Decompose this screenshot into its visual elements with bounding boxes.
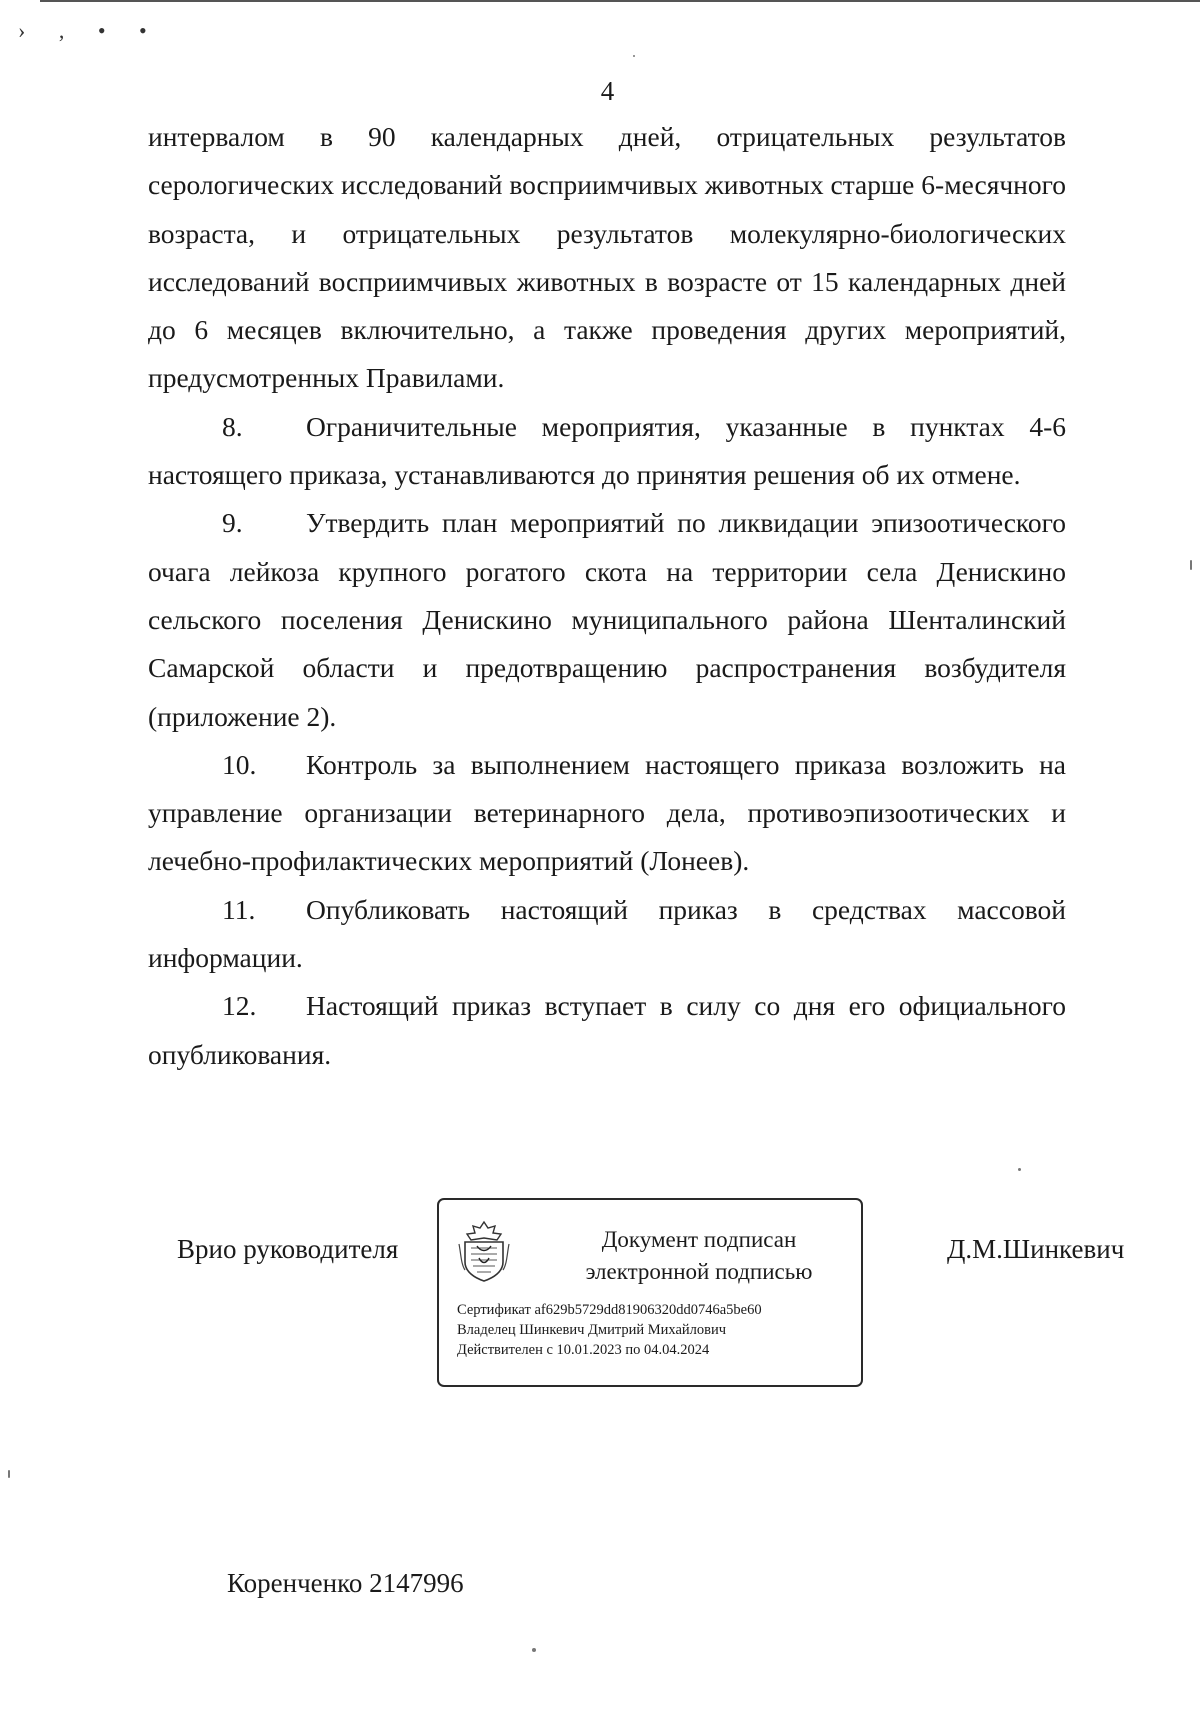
item-number: 8.: [222, 410, 243, 442]
list-item-9: [148, 499, 1066, 740]
stamp-title-line1: Документ подписан: [601, 1227, 797, 1252]
scan-speck: [1190, 560, 1192, 570]
stamp-owner: Владелец Шинкевич Дмитрий Михайлович: [457, 1322, 727, 1338]
page-number: 4: [600, 76, 615, 106]
item-number: 9.: [222, 507, 243, 539]
stamp-certificate: Сертификат af629b5729dd81906320dd0746a5be60: [457, 1302, 762, 1318]
item-text: Контроль за выполнением настоящего приказа возложить на управление организации ветеринарного дела, противоэпизоотических и лечебно-профилактических мероприятий (Лонеев).: [148, 748, 1066, 877]
document-body: [148, 113, 1066, 1079]
coat-of-arms-icon: [457, 1218, 511, 1284]
list-item-12: [148, 982, 1066, 1079]
item-number: 10.: [222, 748, 257, 780]
list-item-11: [148, 886, 1066, 983]
item-text: Утвердить план мероприятий по ликвидации эпизоотического очага лейкоза крупного рогатого скота на территории села Денискино сельского поселения Денискино муниципального района Шенталинский Самарской области и предотвращению распространения возбудителя (приложение 2).: [148, 507, 1066, 732]
item-number: 12.: [222, 990, 257, 1022]
list-item-10: [148, 741, 1066, 886]
list-item-8: [148, 403, 1066, 500]
signer-name: Д.М.Шинкевич: [947, 1234, 1125, 1264]
scan-speck: [1018, 1168, 1021, 1171]
executor-info: Коренченко 2147996: [227, 1568, 464, 1598]
scan-speck: [8, 1470, 10, 1478]
stamp-validity: Действителен с 10.01.2023 по 04.04.2024: [457, 1342, 710, 1358]
scan-speck: [532, 1648, 536, 1652]
signer-position: Врио руководителя: [177, 1234, 399, 1264]
scan-speck: [633, 55, 635, 57]
item-number: 11.: [222, 893, 256, 925]
e-signature-stamp: [437, 1198, 863, 1387]
scan-top-edge: [40, 0, 1200, 2]
item-text: Опубликовать настоящий приказ в средствах массовой информации.: [148, 893, 1066, 974]
stamp-title-line2: электронной подписью: [585, 1259, 813, 1284]
opening-paragraph: интервалом в 90 календарных дней, отрицательных результатов серологических исследований восприимчивых животных старше 6-месячного возраста, и отрицательных результатов молекулярно-биологических исследований восприимчивых животных в возрасте от 15 календарных дней до 6 месяцев включительно, а также проведения других мероприятий, предусмотренных Правилами.: [148, 121, 1066, 394]
stamp-details: [457, 1300, 857, 1360]
item-text: Настоящий приказ вступает в силу со дня его официального опубликования.: [148, 990, 1066, 1070]
scan-marks: › , • •: [18, 18, 161, 43]
item-text: Ограничительные мероприятия, указанные в пунктах 4-6 настоящего приказа, устанавливаются до принятия решения об их отмене.: [148, 410, 1066, 491]
stamp-title: [549, 1224, 849, 1288]
